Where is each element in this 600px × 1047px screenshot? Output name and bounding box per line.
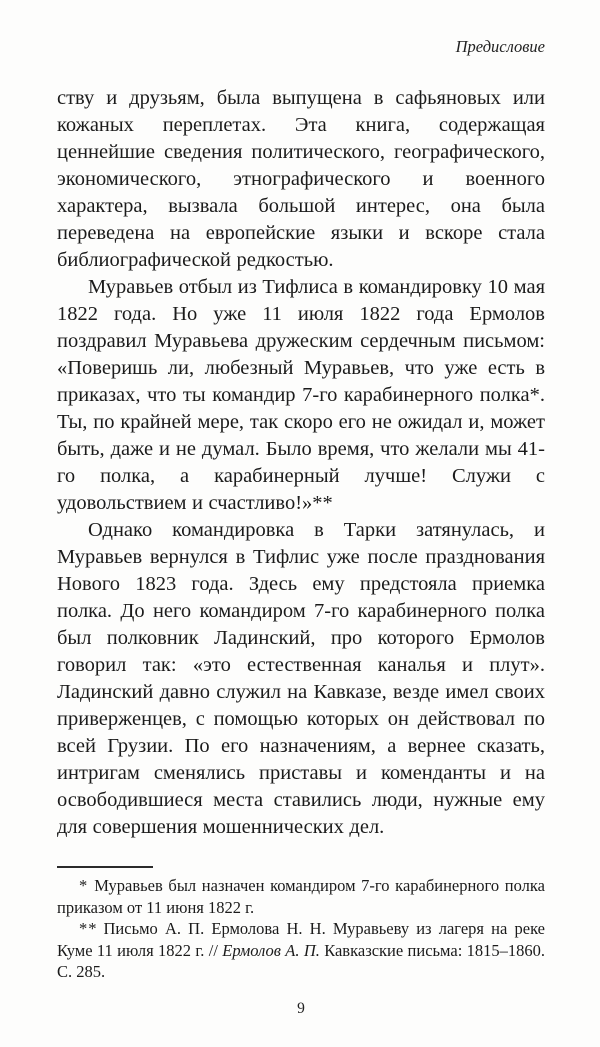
paragraph: ству и друзьям, была выпущена в сафьяновых или кожаных переплетах. Эта книга, содержащая ценнейшие сведения политического, географического, экономического, этнографического и военного характера, вызвала большой интерес, она была переведена на европейские языки и вскоре стала библиографической редкостью. [57, 87, 545, 271]
footnote-text: Муравьев был назначен командиром 7-го карабинерного полка приказом от 11 июня 1822 г. [57, 876, 545, 917]
footnote-text: Кавказские письма: 1815–1860. С. 285. [57, 940, 545, 981]
footnote-block [57, 866, 545, 983]
running-header: Предисловие [455, 37, 545, 56]
footnote-text-italic: Ермолов А. П. [222, 940, 320, 960]
footnote-separator [57, 866, 153, 868]
body-text [57, 85, 545, 841]
paragraph: Муравьев отбыл из Тифлиса в командировку 10 мая 1822 года. Но уже 11 июля 1822 года Ермолов поздравил Муравьева дружеским сердечным письмом: «Поверишь ли, любезный Муравьев, что уже есть в приказах, что ты командир 7-го карабинерного полка*. Ты, по крайней мере, так скоро его не ожидал и, может быть, даже и не думал. Было время, что желали мы 41-го полка, а карабинерный лучше! Служи с удовольствием и счастливо!»** [57, 276, 545, 514]
footnote-marker: ** [79, 919, 98, 938]
footnote-text: Письмо А. П. Ермолова Н. Н. Муравьеву из лагеря на реке Куме 11 июля 1822 г. // [57, 919, 545, 960]
paragraph: Однако командировка в Тарки затянулась, и Муравьев вернулся в Тифлис уже после празднования Нового 1823 года. Здесь ему предстояла приемка полка. До него командиром 7-го карабинерного полка был полковник Ладинский, про которого Ермолов говорил так: «это естественная каналья и плут». Ладинский давно служил на Кавказе, везде имел своих приверженцев, с помощью которых он действовал по всей Грузии. По его назначениям, а вернее сказать, интригам сменялись приставы и коменданты и на освободившиеся места ставились люди, нужные ему для совершения мошеннических дел. [57, 519, 545, 838]
footnote [57, 918, 545, 983]
footnote [57, 875, 545, 918]
footnote-marker: * [79, 876, 89, 895]
page-number: 9 [297, 999, 305, 1017]
